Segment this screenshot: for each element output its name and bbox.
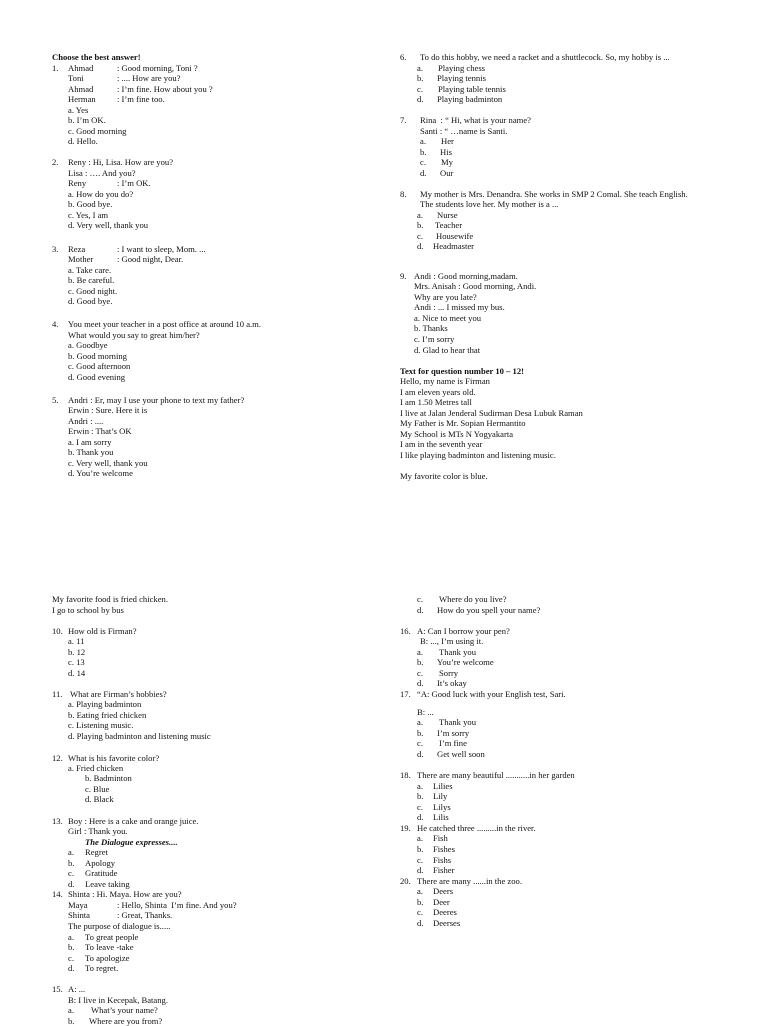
q13-option-a: Regret bbox=[85, 847, 108, 857]
q2-option-b: b. Good bye. bbox=[68, 199, 113, 209]
q17-option-d: Get well soon bbox=[437, 749, 485, 759]
q2-option-c: c. Yes, I am bbox=[68, 210, 109, 220]
q16-option-b-letter: b. bbox=[417, 657, 424, 667]
q5-option-c: c. Very well, thank you bbox=[68, 458, 148, 468]
q19-question: He catched three .........in the river. bbox=[417, 823, 536, 833]
q20-option-d-letter: d. bbox=[417, 918, 424, 928]
q11-option-b: b. Eating fried chicken bbox=[68, 710, 147, 720]
q13-line-1: Boy : Here is a cake and orange juice. bbox=[68, 816, 199, 826]
q1-speaker-2: Toni bbox=[68, 73, 84, 83]
q13-option-a-letter: a. bbox=[68, 847, 74, 857]
q8-option-c-letter: c. bbox=[417, 231, 423, 241]
q19-option-b-letter: b. bbox=[417, 844, 424, 854]
q15-option-d: How do you spell your name? bbox=[437, 605, 541, 615]
q9-option-c: c. I’m sorry bbox=[414, 334, 455, 344]
q18-option-c-letter: c. bbox=[417, 802, 423, 812]
q19-option-a-letter: a. bbox=[417, 833, 423, 843]
q8-option-d: Headmaster bbox=[433, 241, 475, 251]
q11-option-a: a. Playing badminton bbox=[68, 699, 142, 709]
q5-line-1: Andri : Er, may I use your phone to text my father? bbox=[68, 395, 245, 405]
q12-number: 12. bbox=[52, 753, 63, 763]
q11-question: What are Firman’s hobbies? bbox=[70, 689, 167, 699]
q10-option-c: c. 13 bbox=[68, 657, 85, 667]
q8-option-c: Housewife bbox=[436, 231, 474, 241]
q14-question: The purpose of dialogue is..... bbox=[68, 921, 171, 931]
q9-option-a: a. Nice to meet you bbox=[414, 313, 482, 323]
q15-option-c-letter: c. bbox=[417, 594, 423, 604]
q11-option-d: d. Playing badminton and listening music bbox=[68, 731, 211, 741]
q3-option-d: d. Good bye. bbox=[68, 296, 113, 306]
q7-option-c-letter: c. bbox=[420, 157, 426, 167]
q19-option-d-letter: d. bbox=[417, 865, 424, 875]
reading-line-9: My favorite color is blue. bbox=[400, 471, 488, 481]
q9-line-2: Mrs. Anisah : Good morning, Andi. bbox=[414, 281, 537, 291]
q14-line-1: Shinta : Hi. Maya. How are you? bbox=[68, 889, 182, 899]
q1-speech-3: : I’m fine. How about you ? bbox=[117, 84, 213, 94]
q19-number: 19. bbox=[400, 823, 411, 833]
q17-option-b: I’m sorry bbox=[437, 728, 470, 738]
q20-option-d: Deerses bbox=[433, 918, 461, 928]
q15-line-2: B: I live in Kecepak, Batang. bbox=[68, 995, 168, 1005]
q16-option-a-letter: a. bbox=[417, 647, 423, 657]
q7-option-b-letter: b. bbox=[420, 147, 427, 157]
q17-option-a: Thank you bbox=[439, 717, 476, 727]
q2-option-a: a. How do you do? bbox=[68, 189, 134, 199]
q5-option-d: d. You’re welcome bbox=[68, 468, 133, 478]
q1-speech-2: : .... How are you? bbox=[117, 73, 181, 83]
q20-option-a-letter: a. bbox=[417, 886, 423, 896]
q9-option-d: d. Glad to hear that bbox=[414, 345, 481, 355]
q18-option-d-letter: d. bbox=[417, 812, 424, 822]
q7-option-d: Our bbox=[440, 168, 454, 178]
q8-line-1: My mother is Mrs. Denandra. She works in SMP 2 Comal. She teach English. bbox=[420, 189, 688, 199]
q20-option-a: Deers bbox=[433, 886, 454, 896]
reading-line-1: Hello, my name is Firman bbox=[400, 376, 490, 386]
q12-question: What is his favorite color? bbox=[68, 753, 160, 763]
q2-option-d: d. Very well, thank you bbox=[68, 220, 149, 230]
q2-speech-3: : I’m OK. bbox=[117, 178, 151, 188]
q14-option-b: To leave -take bbox=[85, 942, 134, 952]
q20-option-b-letter: b. bbox=[417, 897, 424, 907]
q7-number: 7. bbox=[400, 115, 407, 125]
q17-line-2: B: ... bbox=[417, 707, 434, 717]
q1-speech-4: : I’m fine too. bbox=[117, 94, 165, 104]
q5-line-2: Erwin : Sure. Here it is bbox=[68, 405, 148, 415]
q12-option-b: b. Badminton bbox=[85, 773, 132, 783]
q18-option-a: Lilies bbox=[433, 781, 453, 791]
q5-line-4: Erwin : That’s OK bbox=[68, 426, 132, 436]
q17-option-c: I’m fine bbox=[439, 738, 467, 748]
q6-question: To do this hobby, we need a racket and a shuttlecock. So, my hobby is ... bbox=[420, 52, 670, 62]
q16-number: 16. bbox=[400, 626, 411, 636]
q6-option-c: Playing table tennis bbox=[438, 84, 506, 94]
q4-line-2: What would you say to great him/her? bbox=[68, 330, 200, 340]
q16-option-d: It’s okay bbox=[437, 678, 467, 688]
q6-option-c-letter: c. bbox=[417, 84, 423, 94]
q15-option-a: What’s your name? bbox=[91, 1005, 158, 1015]
q8-line-2: The students love her. My mother is a ... bbox=[420, 199, 559, 209]
q10-option-a: a. 11 bbox=[68, 636, 85, 646]
q16-option-c-letter: c. bbox=[417, 668, 423, 678]
q8-option-d-letter: d. bbox=[417, 241, 424, 251]
q2-line-2: Lisa : …. And you? bbox=[68, 168, 136, 178]
q7-option-a: Her bbox=[441, 136, 454, 146]
q10-question: How old is Firman? bbox=[68, 626, 137, 636]
q1-option-c: c. Good morning bbox=[68, 126, 127, 136]
q18-question: There are many beautiful ...........in her garden bbox=[417, 770, 575, 780]
q1-option-a: a. Yes bbox=[68, 105, 89, 115]
q12-option-c: c. Blue bbox=[85, 784, 110, 794]
q15-option-b-letter: b. bbox=[68, 1016, 75, 1026]
q4-option-d: d. Good evening bbox=[68, 372, 126, 382]
q4-option-a: a. Goodbye bbox=[68, 340, 108, 350]
instruction-heading: Choose the best answer! bbox=[52, 52, 141, 62]
q17-line-1: “A: Good luck with your English test, Sari. bbox=[417, 689, 566, 699]
q15-number: 15. bbox=[52, 984, 63, 994]
q7-line-2: Santi : “ …name is Santi. bbox=[420, 126, 508, 136]
q14-option-b-letter: b. bbox=[68, 942, 75, 952]
q7-option-b: His bbox=[440, 147, 452, 157]
q12-option-d: d. Black bbox=[85, 794, 114, 804]
reading-line-2: I am eleven years old. bbox=[400, 387, 476, 397]
q2-line-1: Reny : Hi, Lisa. How are you? bbox=[68, 157, 174, 167]
q3-speaker-2: Mother bbox=[68, 254, 94, 264]
q14-speaker-2: Maya bbox=[68, 900, 88, 910]
q12-option-a: a. Fried chicken bbox=[68, 763, 124, 773]
q9-line-1: Andi : Good morning,madam. bbox=[414, 271, 518, 281]
q20-option-c: Deeres bbox=[433, 907, 457, 917]
q14-speech-3: : Great, Thanks. bbox=[117, 910, 173, 920]
reading-line-8: I like playing badminton and listening music. bbox=[400, 450, 556, 460]
q9-line-4: Andi : ... I missed my bus. bbox=[414, 302, 505, 312]
q14-option-c-letter: c. bbox=[68, 953, 74, 963]
q1-line: 1. bbox=[52, 63, 59, 73]
q19-option-a: Fish bbox=[433, 833, 448, 843]
q7-line-1: Rina : “ Hi, what is your name? bbox=[420, 115, 531, 125]
q16-line-1: A: Can I borrow your pen? bbox=[417, 626, 510, 636]
q20-option-c-letter: c. bbox=[417, 907, 423, 917]
q7-option-d-letter: d. bbox=[420, 168, 427, 178]
q10-option-b: b. 12 bbox=[68, 647, 86, 657]
q13-option-c: Gratitude bbox=[85, 868, 118, 878]
q3-option-c: c. Good night. bbox=[68, 286, 118, 296]
q7-option-c: My bbox=[441, 157, 453, 167]
q1-speaker-4: Herman bbox=[68, 94, 96, 104]
q1-option-d: d. Hello. bbox=[68, 136, 98, 146]
q4-option-c: c. Good afternoon bbox=[68, 361, 131, 371]
reading-line-4: I live at Jalan Jenderal Sudirman Desa Lubuk Raman bbox=[400, 408, 583, 418]
q20-number: 20. bbox=[400, 876, 411, 886]
reading-text-heading: Text for question number 10 – 12! bbox=[400, 366, 524, 376]
q8-option-b-letter: b. bbox=[417, 220, 424, 230]
q13-option-b-letter: b. bbox=[68, 858, 75, 868]
q14-speech-2: : Hello, Shinta I’m fine. And you? bbox=[117, 900, 237, 910]
q8-number: 8. bbox=[400, 189, 407, 199]
q15-option-d-letter: d. bbox=[417, 605, 424, 615]
reading-line-6: My School is MTs N Yogyakarta bbox=[400, 429, 514, 439]
reading-line-11: I go to school by bus bbox=[52, 605, 124, 615]
q8-option-a: Nurse bbox=[437, 210, 458, 220]
q3-option-b: b. Be careful. bbox=[68, 275, 115, 285]
q17-number: 17. bbox=[400, 689, 411, 699]
q6-option-a-letter: a. bbox=[417, 63, 423, 73]
q15-line-1: A: ... bbox=[68, 984, 86, 994]
q9-option-b: b. Thanks bbox=[414, 323, 448, 333]
q8-option-b: Teacher bbox=[435, 220, 463, 230]
q6-option-b-letter: b. bbox=[417, 73, 424, 83]
q14-speaker-3: Shinta bbox=[68, 910, 90, 920]
q4-number: 4. bbox=[52, 319, 59, 329]
q13-option-d: Leave taking bbox=[85, 879, 130, 889]
q16-option-c: Sorry bbox=[439, 668, 459, 678]
q16-option-a: Thank you bbox=[439, 647, 476, 657]
q19-option-c: Fishs bbox=[433, 855, 452, 865]
q9-number: 9. bbox=[400, 271, 407, 281]
q5-option-a: a. I am sorry bbox=[68, 437, 112, 447]
q13-option-b: Apology bbox=[85, 858, 116, 868]
q14-option-c: To apologize bbox=[85, 953, 130, 963]
q18-option-c: Lilys bbox=[433, 802, 451, 812]
q14-option-d: To regret. bbox=[85, 963, 119, 973]
q18-option-b-letter: b. bbox=[417, 791, 424, 801]
q4-line-1: You meet your teacher in a post office at around 10 a.m. bbox=[68, 319, 261, 329]
q5-line-3: Andri : .... bbox=[68, 416, 104, 426]
q6-option-d: Playing badminton bbox=[437, 94, 503, 104]
q2-number: 2. bbox=[52, 157, 59, 167]
q6-option-a: Playing chess bbox=[438, 63, 486, 73]
q13-prompt: The Dialogue expresses.... bbox=[85, 837, 178, 847]
q5-option-b: b. Thank you bbox=[68, 447, 114, 457]
q8-option-a-letter: a. bbox=[417, 210, 423, 220]
reading-line-5: My Father is Mr. Sopian Hermantito bbox=[400, 418, 526, 428]
q6-option-d-letter: d. bbox=[417, 94, 424, 104]
reading-line-10: My favorite food is fried chicken. bbox=[52, 594, 168, 604]
q20-question: There are many ......in the zoo. bbox=[417, 876, 522, 886]
q6-number: 6. bbox=[400, 52, 407, 62]
q6-option-b: Playing tennis bbox=[437, 73, 486, 83]
q18-number: 18. bbox=[400, 770, 411, 780]
q16-option-d-letter: d. bbox=[417, 678, 424, 688]
q3-number: 3. bbox=[52, 244, 59, 254]
reading-line-3: I am 1.50 Metres tall bbox=[400, 397, 472, 407]
q14-option-a-letter: a. bbox=[68, 932, 74, 942]
q19-option-d: Fisher bbox=[433, 865, 455, 875]
q3-speaker-1: Reza bbox=[68, 244, 86, 254]
q17-option-b-letter: b. bbox=[417, 728, 424, 738]
q10-option-d: d. 14 bbox=[68, 668, 86, 678]
q9-line-3: Why are you late? bbox=[414, 292, 477, 302]
q7-option-a-letter: a. bbox=[420, 136, 426, 146]
q14-number: 14. bbox=[52, 889, 63, 899]
q11-option-c: c. Listening music. bbox=[68, 720, 134, 730]
q2-speaker-3: Reny bbox=[68, 178, 87, 188]
reading-line-7: I am in the seventh year bbox=[400, 439, 483, 449]
q13-line-2: Girl : Thank you. bbox=[68, 826, 128, 836]
q13-option-c-letter: c. bbox=[68, 868, 74, 878]
q19-option-c-letter: c. bbox=[417, 855, 423, 865]
q5-number: 5. bbox=[52, 395, 59, 405]
q14-option-a: To great people bbox=[85, 932, 139, 942]
q16-line-2: B: ..., I’m using it. bbox=[420, 636, 484, 646]
q19-option-b: Fishes bbox=[433, 844, 455, 854]
q18-option-d: Lilis bbox=[433, 812, 449, 822]
q17-option-d-letter: d. bbox=[417, 749, 424, 759]
q1-speech-1: : Good morning, Toni ? bbox=[117, 63, 198, 73]
q1-speaker-3: Ahmad bbox=[68, 84, 94, 94]
q13-option-d-letter: d. bbox=[68, 879, 75, 889]
q20-option-b: Deer bbox=[433, 897, 450, 907]
q15-option-c: Where do you live? bbox=[439, 594, 507, 604]
q1-option-b: b. I’m OK. bbox=[68, 115, 106, 125]
q17-option-c-letter: c. bbox=[417, 738, 423, 748]
q11-number: 11. bbox=[52, 689, 63, 699]
q13-number: 13. bbox=[52, 816, 63, 826]
q16-option-b: You’re welcome bbox=[437, 657, 494, 667]
q1-speaker-1: Ahmad bbox=[68, 63, 94, 73]
q10-number: 10. bbox=[52, 626, 63, 636]
q18-option-a-letter: a. bbox=[417, 781, 423, 791]
q3-speech-2: : Good night, Dear. bbox=[117, 254, 184, 264]
q18-option-b: Lily bbox=[433, 791, 448, 801]
q3-speech-1: : I want to sleep, Mom. ... bbox=[117, 244, 206, 254]
q4-option-b: b. Good morning bbox=[68, 351, 127, 361]
q15-option-a-letter: a. bbox=[68, 1005, 74, 1015]
q14-option-d-letter: d. bbox=[68, 963, 75, 973]
q3-option-a: a. Take care. bbox=[68, 265, 112, 275]
q17-option-a-letter: a. bbox=[417, 717, 423, 727]
q15-option-b: Where are you from? bbox=[89, 1016, 163, 1026]
